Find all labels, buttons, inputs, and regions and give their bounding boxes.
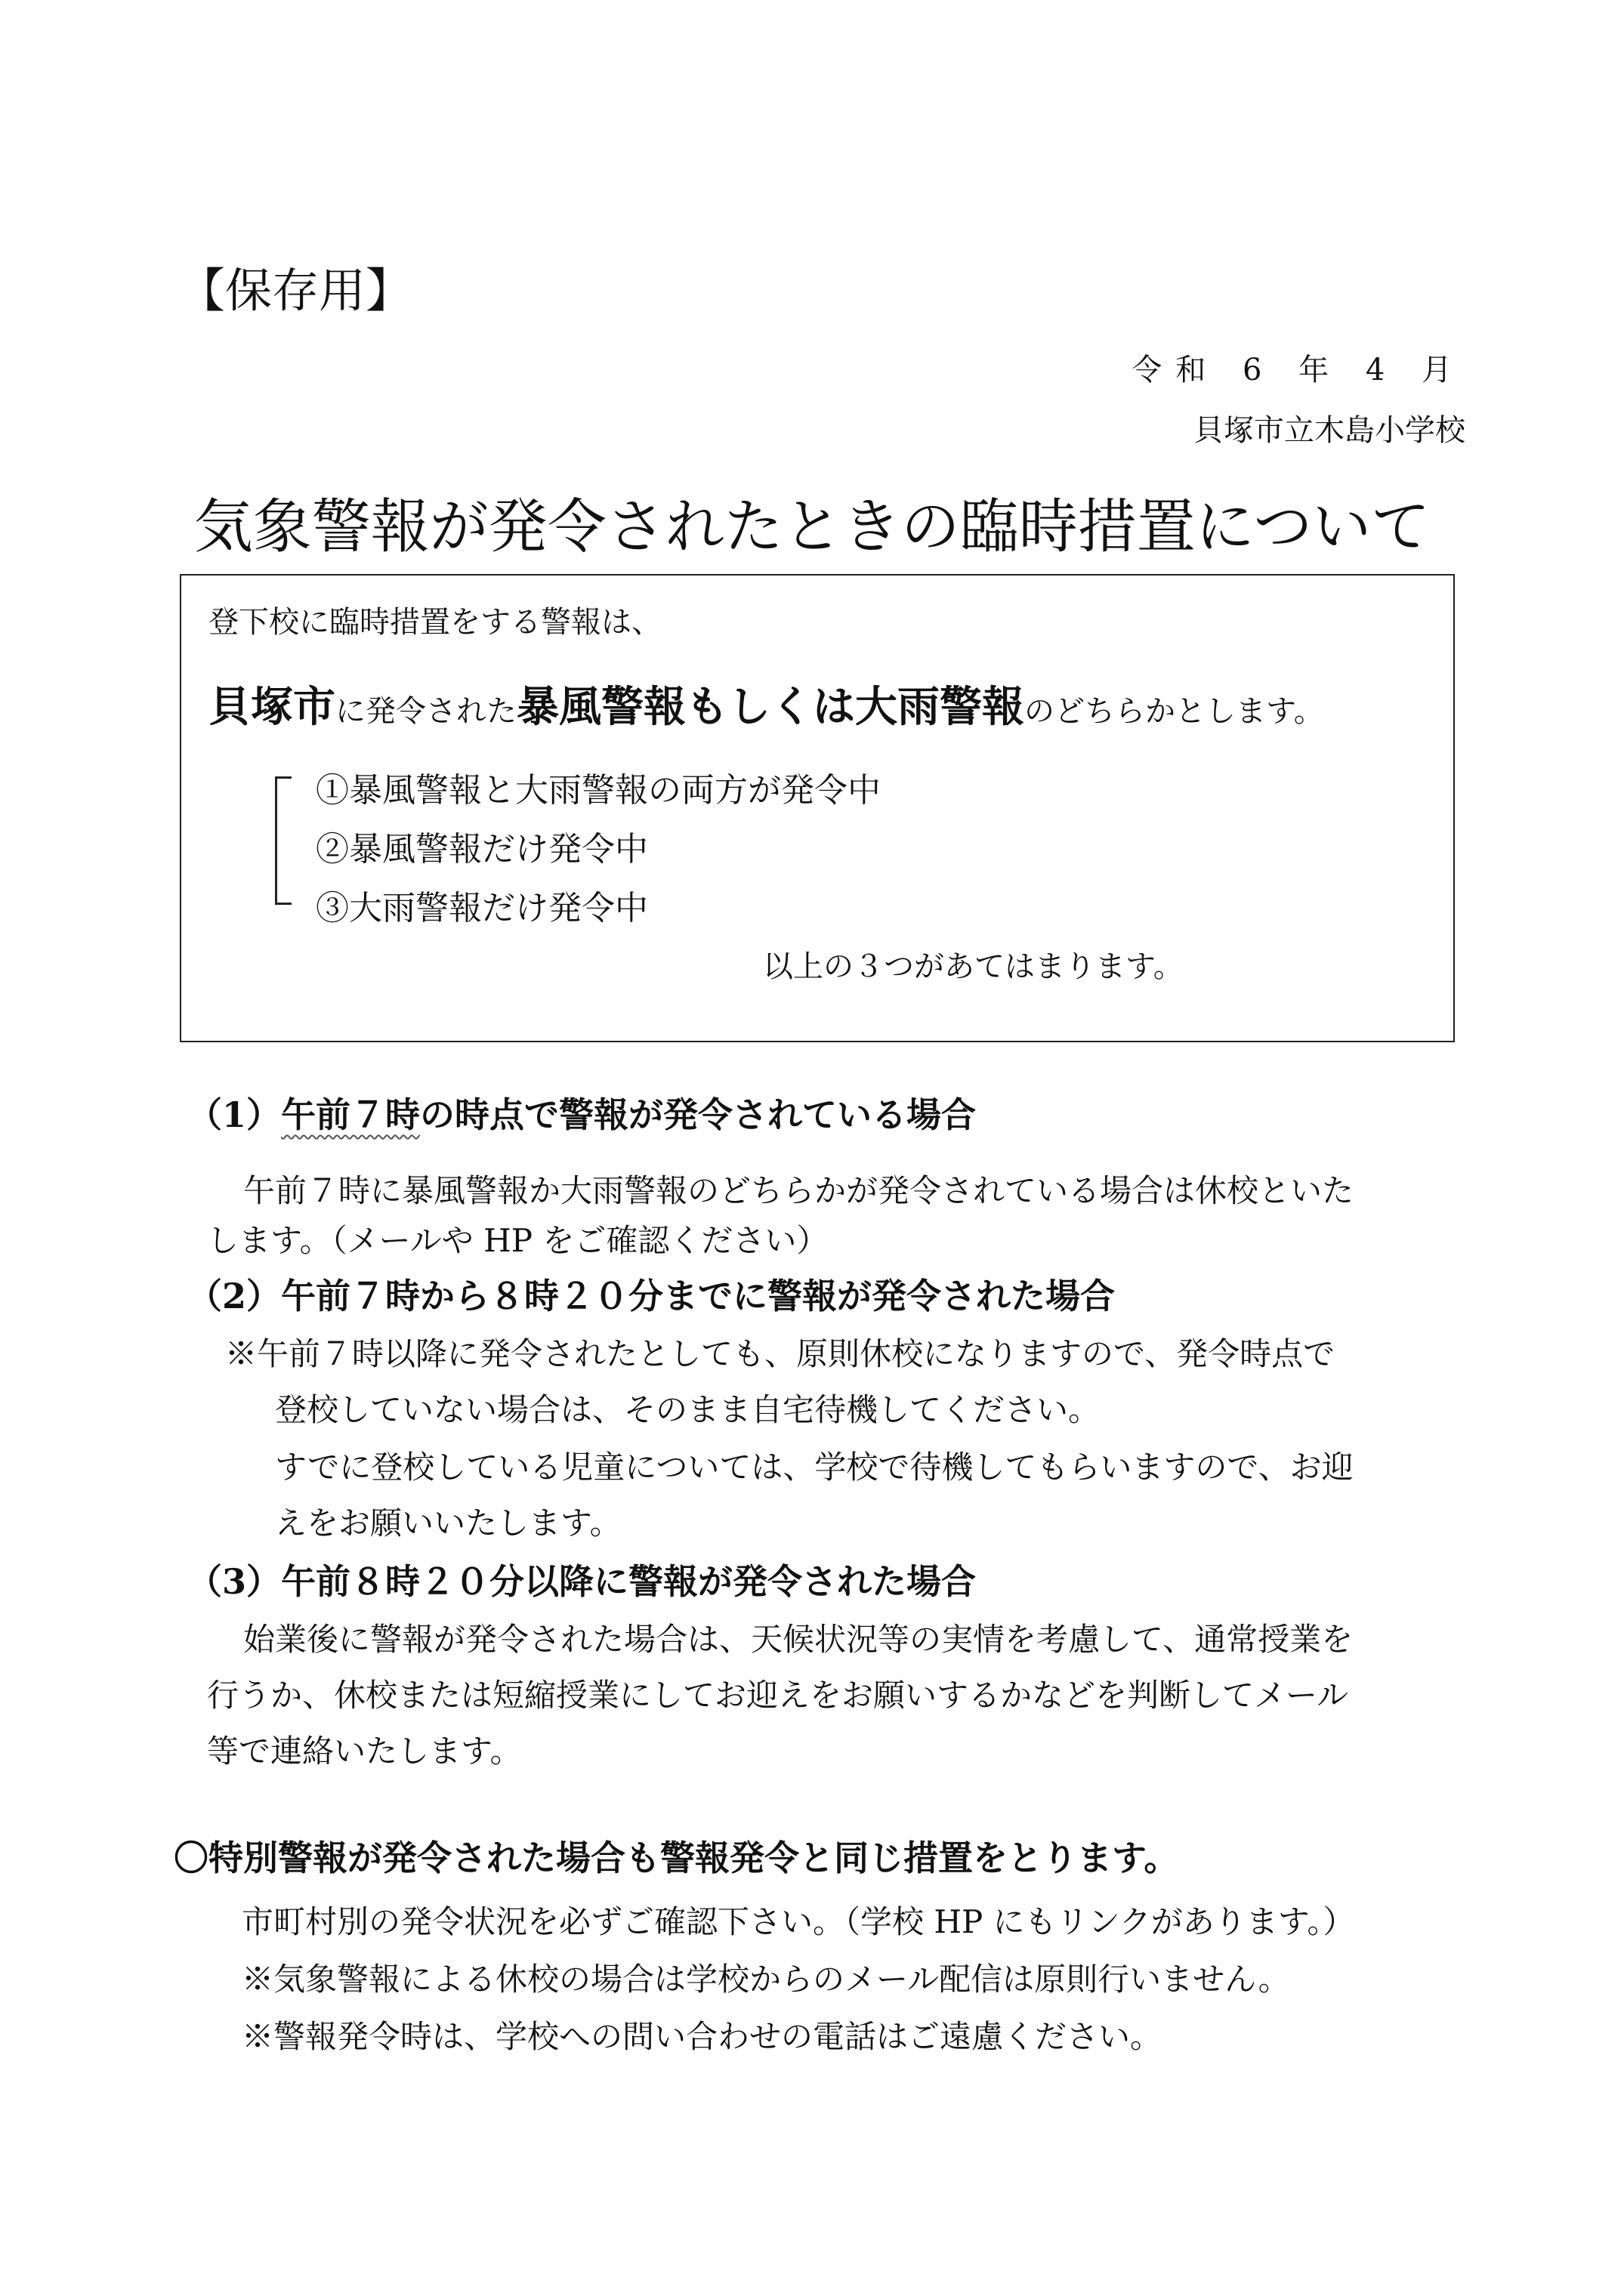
special-note: ※警報発令時は、学校への問い合わせの電話はご遠慮ください。 xyxy=(242,2018,1162,2055)
notice-box xyxy=(180,574,1455,1042)
case-item: ③大雨警報だけ発令中 xyxy=(316,889,648,927)
school-name: 貝塚市立木島小学校 xyxy=(1193,413,1465,448)
warning-types: 暴風警報もしくは大雨警報 xyxy=(517,682,1024,732)
special-warning-heading: 〇特別警報が発令された場合も警報発令と同じ措置をとります。 xyxy=(174,1838,1179,1878)
section-2-line: 登校していない場合は、そのまま自宅待機してください。 xyxy=(275,1391,1101,1428)
case-item: ②暴風警報だけ発令中 xyxy=(316,830,648,869)
notice-text-2: のどちらかとします。 xyxy=(1024,694,1324,729)
section-2-line: ※午前７時以降に発令されたとしても、原則休校になりますので、発令時点で xyxy=(225,1335,1335,1372)
city-name: 貝塚市 xyxy=(208,682,335,732)
notice-intro: 登下校に臨時措置をする警報は、 xyxy=(208,605,662,640)
section-3-heading: （3）午前８時２０分以降に警報が発令された場合 xyxy=(187,1561,977,1602)
notice-main xyxy=(208,674,1324,734)
section-1-line: します。（メールや HP をご確認ください） xyxy=(207,1222,829,1259)
storage-label: 【保存用】 xyxy=(178,263,413,318)
section-1-time: 午前７時 xyxy=(281,1094,421,1135)
case-item: ①暴風警報と大雨警報の両方が発令中 xyxy=(316,771,881,810)
section-1-heading-rest: の時点で警報が発令されている場合 xyxy=(420,1094,977,1135)
section-2-heading: （2）午前７時から８時２０分までに警報が発令された場合 xyxy=(187,1276,1116,1316)
section-1-line: 午前７時に暴風警報か大雨警報のどちらかが発令されている場合は休校といた xyxy=(243,1172,1354,1209)
section-2-line: すでに登校している児童については、学校で待機してもらいますので、お迎 xyxy=(275,1449,1354,1486)
section-1-number: （1） xyxy=(187,1094,282,1135)
section-3-line: 始業後に警報が発令された場合は、天候状況等の実情を考慮して、通常授業を xyxy=(243,1621,1354,1658)
section-1-heading xyxy=(187,1088,976,1137)
case-summary: 以上の３つがあてはまります。 xyxy=(763,949,1184,984)
special-note: ※気象警報による休校の場合は学校からのメール配信は原則行いません。 xyxy=(242,1961,1290,1998)
page-title: 気象警報が発令されたときの臨時措置について xyxy=(193,493,1431,561)
special-note: 市町村別の発令状況を必ずご確認下さい。（学校 HP にもリンクがあります。） xyxy=(242,1903,1355,1940)
section-2-line: えをお願いいたします。 xyxy=(275,1504,622,1542)
issue-date: 令和 6 年 4 月 xyxy=(1132,353,1465,387)
section-3-line: 等で連絡いたします。 xyxy=(207,1733,522,1770)
section-3-line: 行うか、休校または短縮授業にしてお迎えをお願いするかなどを判断してメール xyxy=(207,1677,1349,1714)
notice-text-1: に発令された xyxy=(335,694,517,729)
case-bracket xyxy=(275,776,292,905)
